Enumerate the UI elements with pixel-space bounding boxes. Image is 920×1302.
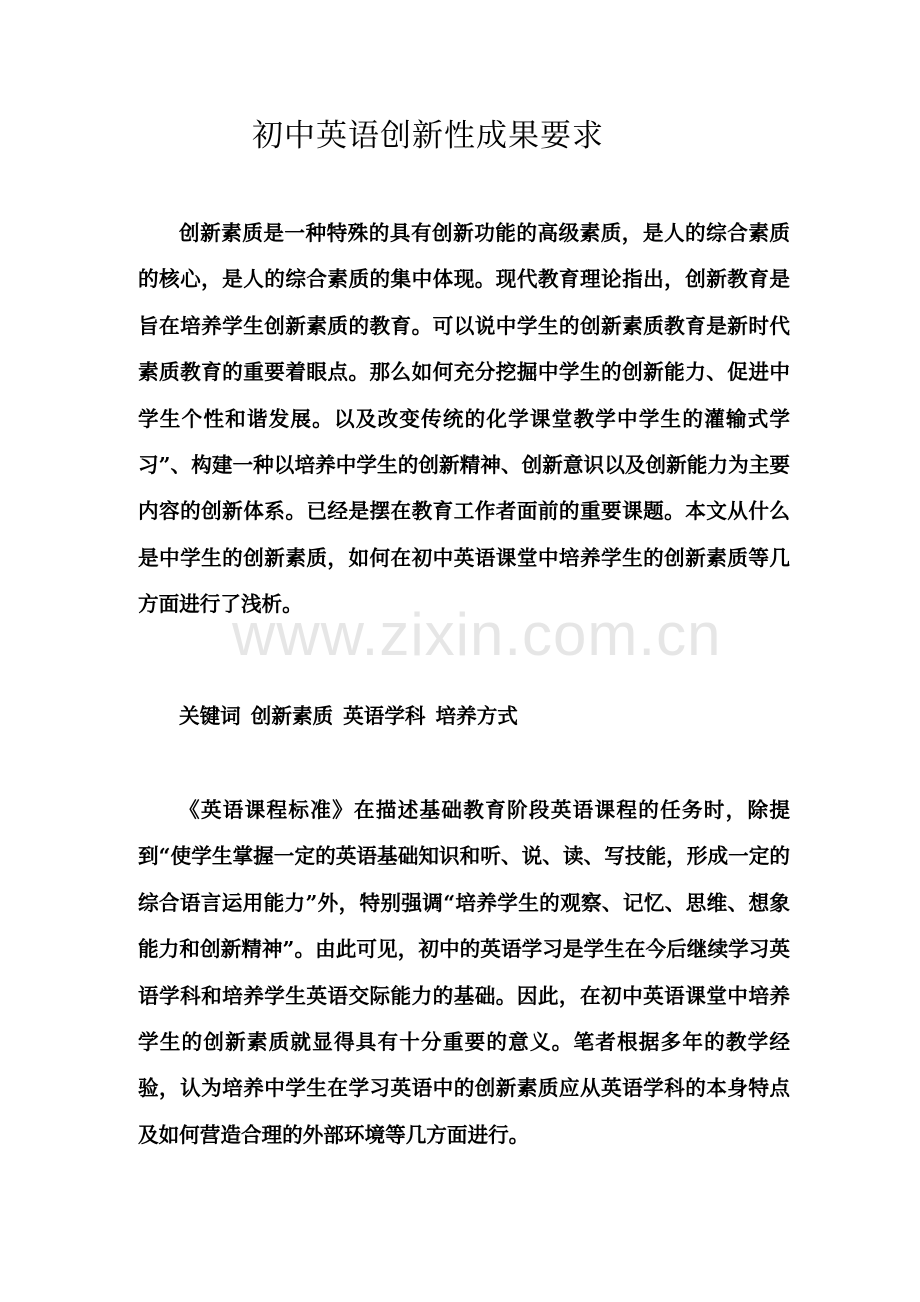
keywords-label: 关键词: [179, 704, 241, 728]
keyword-item: 创新素质: [250, 704, 334, 728]
document-title: 初中英语创新性成果要求: [252, 118, 604, 154]
keyword-item: 培养方式: [435, 704, 518, 728]
watermark: www.zixin.com.cn: [232, 601, 722, 668]
keyword-item: 英语学科: [343, 704, 426, 728]
body-paragraph: 《英语课程标准》在描述基础教育阶段英语课程的任务时，除提到“使学生掌握一定的英语基础知识和听、说、读、写技能，形成一定的综合语言运用能力”外，特别强调“培养学生的观察、记忆、思维、想象能力和创新精神”。由此可见，初中的英语学习是学生在今后继续学习英语学科和培养学生英语交际能力的基础。因此，在初中英语课堂中培养学生的创新素质就显得具有十分重要的意义。笔者根据多年的教学经验，认为培养中学生在学习英语中的创新素质应从英语学科的本身特点及如何营造合理的外部环境等几方面进行。: [138, 798, 790, 1147]
keywords-line: [138, 693, 790, 739]
intro-paragraph: 创新素质是一种特殊的具有创新功能的高级素质，是人的综合素质的核心，是人的综合素质的集中体现。现代教育理论指出，创新教育是旨在培养学生创新素质的教育。可以说中学生的创新素质教育是新时代素质教育的重要着眼点。那么如何充分挖掘中学生的创新能力、促进中学生个性和谐发展。以及改变传统的化学课堂教学中学生的灌输式学习”、构建一种以培养中学生的创新精神、创新意识以及创新能力为主要内容的创新体系。已经是摆在教育工作者面前的重要课题。本文从什么是中学生的创新素质，如何在初中英语课堂中培养学生的创新素质等几方面进行了浅析。: [138, 221, 790, 617]
